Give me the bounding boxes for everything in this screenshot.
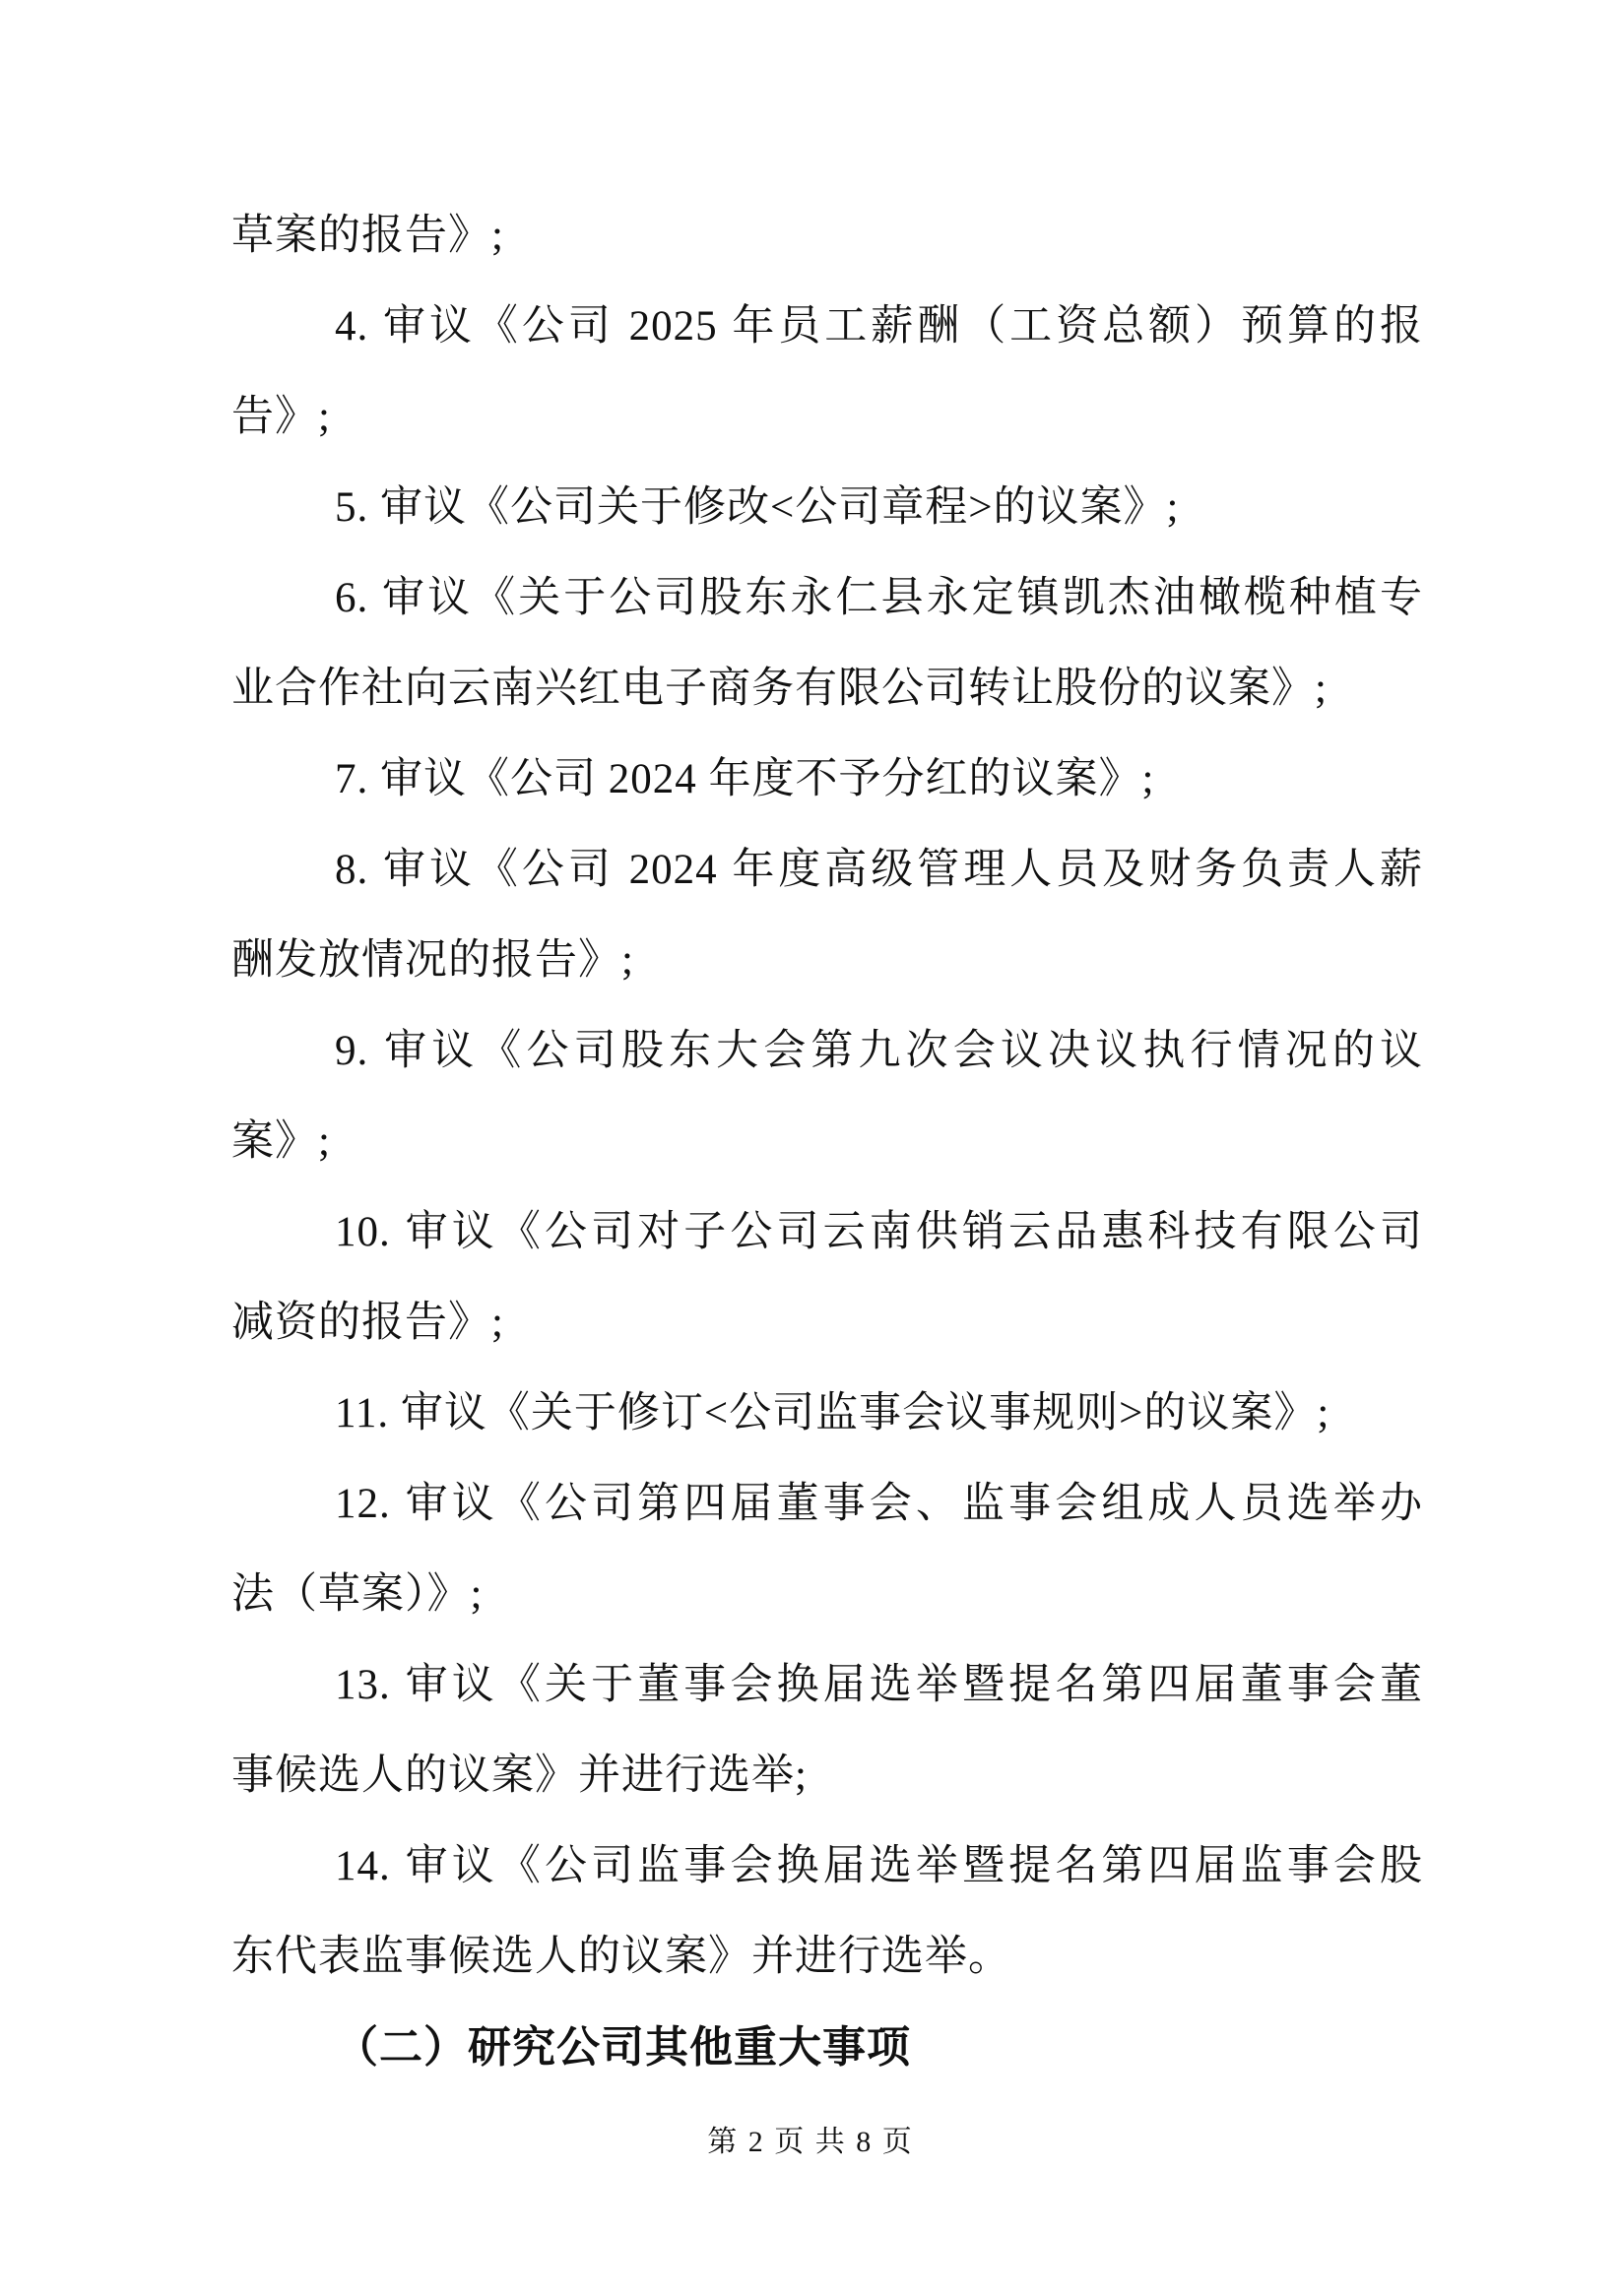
document-line: 6. 审议《关于公司股东永仁县永定镇凯杰油橄榄种植专 bbox=[335, 575, 1423, 621]
document-line: 11. 审议《关于修订<公司监事会议事规则>的议案》; bbox=[335, 1390, 1330, 1436]
document-line: 4. 审议《公司 2025 年员工薪酬（工资总额）预算的报 bbox=[335, 303, 1423, 350]
document-line: 8. 审议《公司 2024 年度高级管理人员及财务负责人薪 bbox=[335, 847, 1423, 893]
document-line: 13. 审议《关于董事会换届选举暨提名第四届董事会董 bbox=[335, 1662, 1423, 1708]
document-body bbox=[231, 191, 1423, 2093]
document-line: 12. 审议《公司第四届董事会、监事会组成人员选举办 bbox=[335, 1481, 1423, 1527]
document-line: 减资的报告》; bbox=[231, 1300, 504, 1346]
document-line: 7. 审议《公司 2024 年度不予分红的议案》; bbox=[335, 756, 1155, 802]
section-heading: （二）研究公司其他重大事项 bbox=[335, 2023, 911, 2072]
document-line: 酬发放情况的报告》; bbox=[231, 937, 634, 984]
document-line: 5. 审议《公司关于修改<公司章程>的议案》; bbox=[335, 484, 1180, 531]
document-line: 9. 审议《公司股东大会第九次会议决议执行情况的议 bbox=[335, 1028, 1423, 1074]
document-line: 草案的报告》; bbox=[231, 213, 504, 259]
document-line: 事候选人的议案》并进行选举; bbox=[231, 1753, 808, 1799]
document-line: 东代表监事候选人的议案》并进行选举。 bbox=[231, 1934, 1011, 1980]
page-footer: 第 2 页 共 8 页 bbox=[707, 2126, 914, 2158]
document-line: 法（草案）》; bbox=[231, 1571, 484, 1618]
document-line: 案》; bbox=[231, 1118, 331, 1165]
document-line: 10. 审议《公司对子公司云南供销云品惠科技有限公司 bbox=[335, 1209, 1423, 1255]
document-line: 告》; bbox=[231, 394, 331, 440]
document-line: 业合作社向云南兴红电子商务有限公司转让股份的议案》; bbox=[231, 666, 1328, 712]
document-line: 14. 审议《公司监事会换届选举暨提名第四届监事会股 bbox=[335, 1843, 1423, 1889]
